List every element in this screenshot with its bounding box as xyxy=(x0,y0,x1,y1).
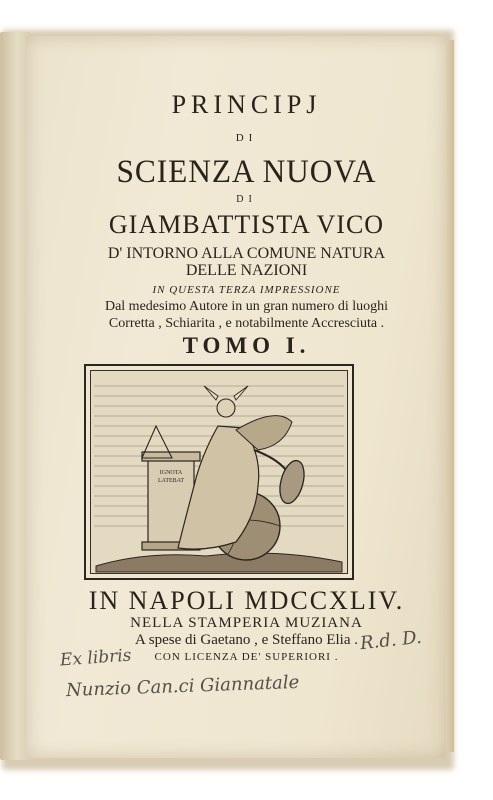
edition-note: IN QUESTA TERZA IMPRESSIONE xyxy=(152,284,341,296)
handwritten-owner-name: Nunzio Can.ci Giannatale xyxy=(65,671,300,702)
volume-number: TOMO I. xyxy=(182,333,311,358)
connector-2: DI xyxy=(236,194,257,205)
subtitle-line-2: DELLE NAZIONI xyxy=(185,262,308,279)
allegorical-figure-illustration xyxy=(86,366,352,578)
imprint-publisher: A spese di Gaetano , e Steffano Elia . xyxy=(135,632,358,648)
description-line-2: Corretta , Schiarita , e notabilmente Accresciuta . xyxy=(108,316,385,331)
imprint-place-date: IN NAPOLI MDCCXLIV. xyxy=(88,586,405,615)
connector-1: DI xyxy=(235,132,258,144)
subtitle-line-1: D' INTORNO ALLA COMUNE NATURA xyxy=(107,245,386,262)
description-line-1: Dal medesimo Autore in un gran numero di luoghi xyxy=(104,299,389,314)
imprint-license: CON LICENZA DE' SUPERIORI . xyxy=(154,651,339,663)
author-name: GIAMBATTISTA VICO xyxy=(108,210,385,239)
handwritten-right-mark: R.d. D. xyxy=(359,626,423,655)
handwritten-ex-libris: Ex libris xyxy=(59,645,133,671)
imprint-printer: NELLA STAMPERIA MUZIANA xyxy=(130,615,363,631)
title-line-2: SCIENZA NUOVA xyxy=(116,154,377,190)
frontispiece-engraving xyxy=(84,364,354,580)
pedestal-inscription-1: IGNOTA xyxy=(159,470,183,476)
title-line-1: PRINCIPJ xyxy=(171,90,322,119)
pedestal-inscription-2: LATEBAT xyxy=(158,478,184,484)
